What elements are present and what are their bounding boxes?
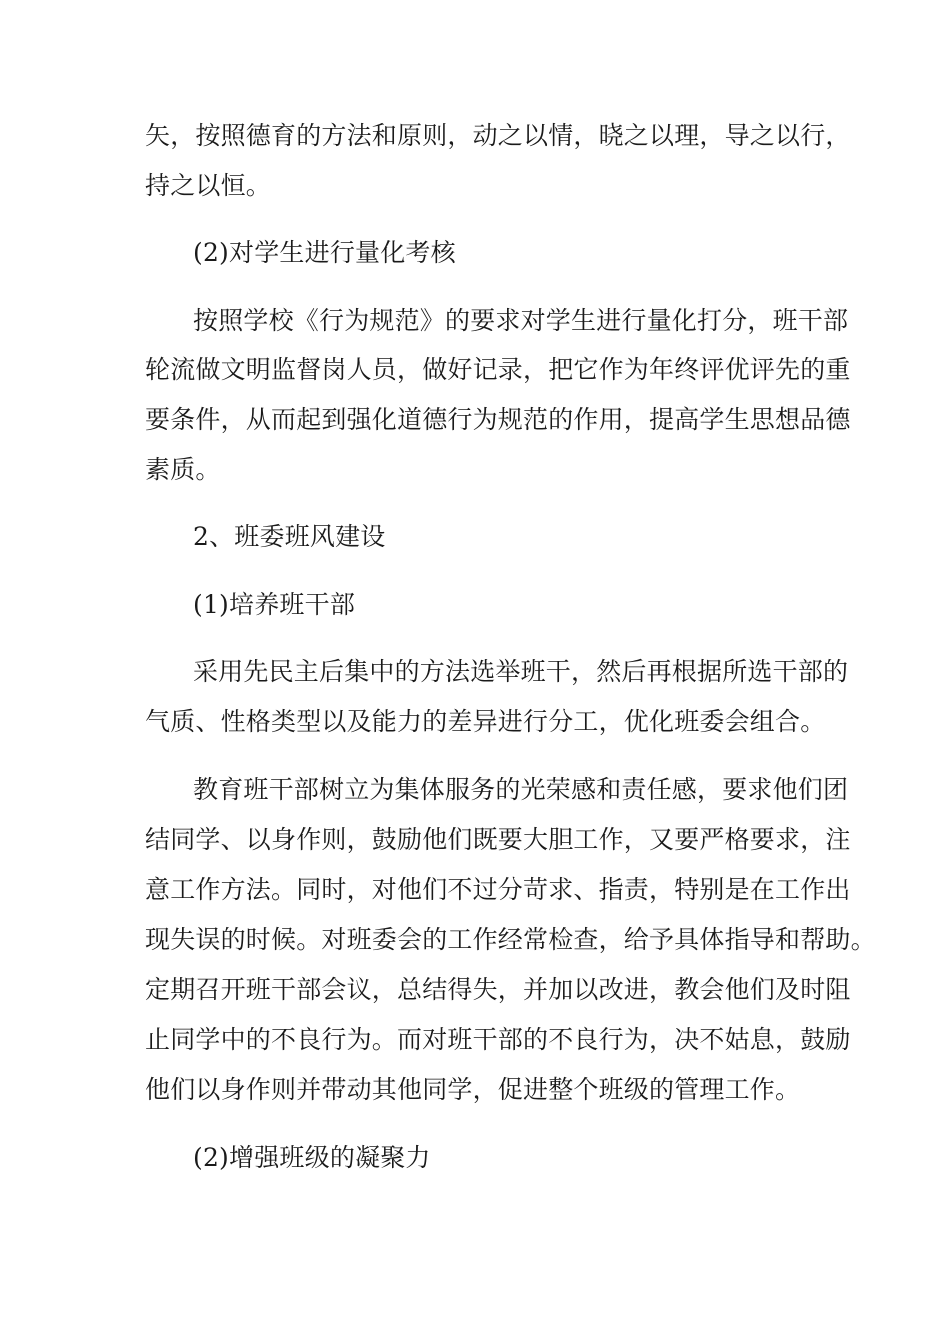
paragraph-line: 现失误的时候。对班委会的工作经常检查，给予具体指导和帮助。 bbox=[145, 925, 876, 954]
paragraph-line: 止同学中的不良行为。而对班干部的不良行为，决不姑息，鼓励 bbox=[145, 1025, 851, 1054]
paragraph-line: 定期召开班干部会议，总结得失，并加以改进，教会他们及时阻 bbox=[145, 975, 851, 1004]
subheading: (2)增强班级的凝聚力 bbox=[193, 1143, 431, 1172]
paragraph-line: 按照学校《行为规范》的要求对学生进行量化打分，班干部 bbox=[193, 306, 849, 335]
paragraph-line: 意工作方法。同时，对他们不过分苛求、指责，特别是在工作出 bbox=[145, 875, 851, 904]
paragraph-line: 持之以恒。 bbox=[145, 171, 272, 200]
section-heading: 2、班委班风建设 bbox=[193, 522, 386, 551]
paragraph-line: 结同学、以身作则，鼓励他们既要大胆工作，又要严格要求，注 bbox=[145, 825, 851, 854]
paragraph-line: 素质。 bbox=[145, 455, 221, 484]
paragraph-line: 采用先民主后集中的方法选举班干，然后再根据所选干部的 bbox=[193, 657, 849, 686]
subheading: (2)对学生进行量化考核 bbox=[193, 238, 456, 267]
paragraph-line: 轮流做文明监督岗人员，做好记录，把它作为年终评优评先的重 bbox=[145, 355, 851, 384]
subheading: (1)培养班干部 bbox=[193, 590, 356, 619]
paragraph-line: 气质、性格类型以及能力的差异进行分工，优化班委会组合。 bbox=[145, 707, 826, 736]
paragraph-line: 教育班干部树立为集体服务的光荣感和责任感，要求他们团 bbox=[193, 775, 849, 804]
paragraph-line: 要条件，从而起到强化道德行为规范的作用，提高学生思想品德 bbox=[145, 405, 851, 434]
paragraph-line: 他们以身作则并带动其他同学，促进整个班级的管理工作。 bbox=[145, 1075, 801, 1104]
paragraph-line: 矢，按照德育的方法和原则，动之以情，晓之以理，导之以行， bbox=[145, 121, 851, 150]
